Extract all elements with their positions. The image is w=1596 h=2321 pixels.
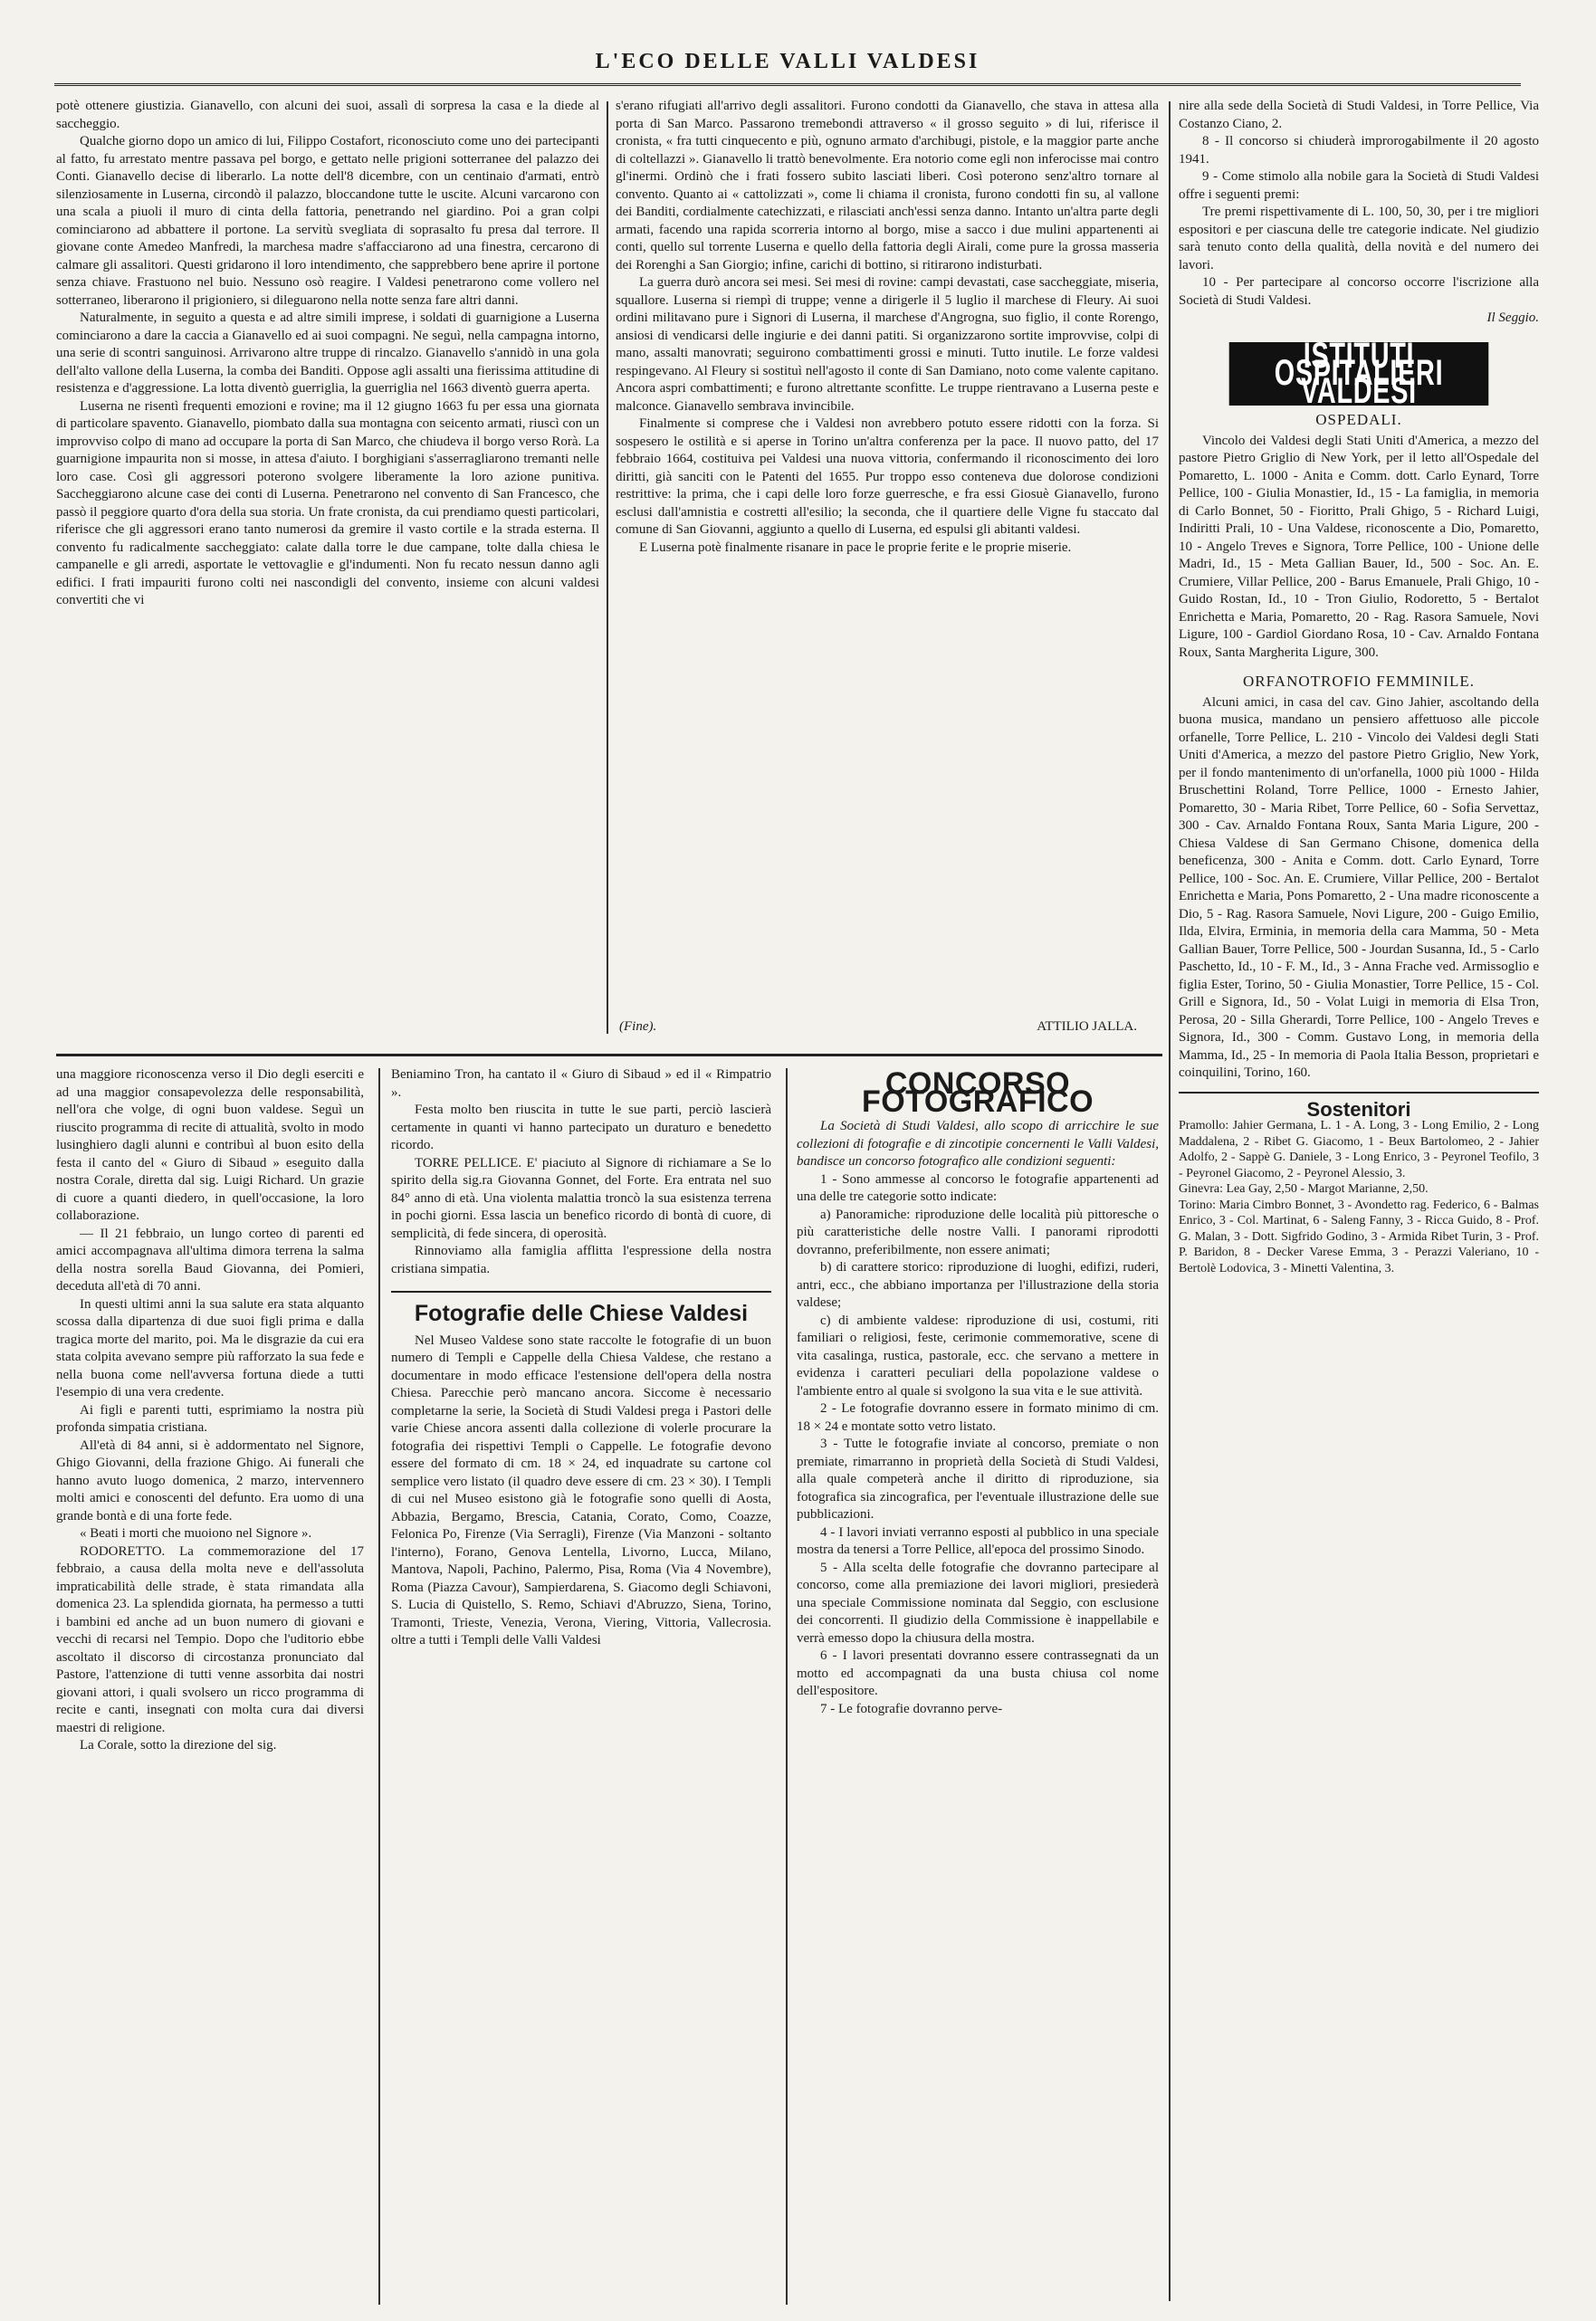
concorso-paragraph: 10 - Per partecipare al concorso occorre l'iscrizione alla Società di Studi Valdesi. [1179, 275, 1539, 308]
article-paragraph: Finalmente si comprese che i Valdesi non avrebbero potuto essere ridotti con la forza. Si sospesero le ostilità e si aperse in Torino un'altra conferenza per la pace. Il nuovo patto, del 17 febbraio 1664, costituiva pei Valdesi una nuova vittoria, confermando il riconoscimento dei loro diritti, già sanciti con le Patenti del 1655. Pur troppo esso conteneva due dolorose condizioni restrittive: la prima, che i capi delle loro forze guerresche, e fra essi Giosuè Gianavello, furono esclusi dall'amnistia e costretti all'esilio; la seconda, che il quartiere delle Vigne fu staccato dal comune di San Giovanni, aggiunto a quello di Luserna, ed espulsi gli abitanti valdesi. [616, 416, 1159, 537]
sostenitori-heading: Sostenitori [1179, 1092, 1539, 1119]
concorso-rule: 4 - I lavori inviati verranno esposti al pubblico in una speciale mostra da tenersi a Torre Pellice, all'epoca del prossimo Sinodo. [797, 1524, 1159, 1557]
newspaper-title: L'ECO DELLE VALLI VALDESI [595, 50, 980, 73]
chronicle-paragraph: TORRE PELLICE. E' piaciuto al Signore di richiamare a Se lo spirito della sig.ra Giovanna Gonnet, del Forte. Era entrata nel suo 84° anno di età. Una violenta malattia troncò la sua esistenza terrena in pochi giorni. Essa lascia un benefico ricordo di bontà di cuore, di semplicità, di fede sincera, di operosità. [391, 1155, 771, 1241]
istituti-banner: ISTITUTI OSPITALIERI VALDESI [1229, 342, 1489, 406]
chiese-text [391, 1332, 771, 1650]
column-divider [607, 101, 608, 1034]
concorso-rule: 2 - Le fotografie dovranno essere in formato minimo di cm. 18 × 24 e montate sotto vetro listato. [797, 1401, 1159, 1434]
article-signature [619, 1019, 1137, 1035]
seggio-signature: Il Seggio. [1486, 310, 1539, 325]
chronicle-paragraph: Beniamino Tron, ha cantato il « Giuro di Sibaud » ed il « Rimpatrio ». [391, 1067, 771, 1100]
concorso-paragraph: 9 - Come stimolo alla nobile gara la Società di Studi Valdesi offre i seguenti premi: [1179, 169, 1539, 202]
orfanotrofio-text: Alcuni amici, in casa del cav. Gino Jahier, ascoltando della buona musica, mandano un pensiero affettuoso alle piccole orfanelle, Torre Pellice, L. 210 - Vincolo dei Valdesi degli Stati Uniti d'America, a mezzo del pastore Pietro Griglio, New York, per il fondo mantenimento di un'orfanella, 1000 più 1000 - Hilda Bruschettini Roland, Torre Pellice, 1000 - Ernesto Jahier, Pomaretto, 30 - Maria Ribet, Torre Pellice, 60 - Sofia Servettaz, 300 - Cav. Arnaldo Fontana Roux, Santa Maria Ligure, 200 - Chiesa Valdese di San Germano Chisone, domenica della beneficenza, 300 - Anita e Comm. dott. Carlo Eynard, Torre Pellice, 100 - Soc. An. E. Crumiere, Villar Pellice, 200 - Bertalot Enrichetta e Maria, Pons Pomaretto, 2 - Una madre riconoscente a Dio, 5 - Rag. Rasora Samuele, Novi Ligure, 200 - Guigo Emilio, Ilda, Elvira, Erminia, in memoria della cara Mamma, 50 - Meta Gallian Bauer, Torre Pellice, 500 - Jourdan Susanna, Id., 5 - Carlo Paschetto, Id., 10 - F. M., Id., 3 - Anna Frache ved. Armissoglio e figlia Ester, Torino, 50 - Giulia Monastier, Torre Pellice, 15 - Col. Grill e Signora, Id., 50 - Volat Luigi in memoria di Elsa Tron, Perosa, 20 - Silla Gherardi, Torre Pellice, 100 - Angelo Treves e Signora, Id., 300 - Comm. Gustavo Long, in memoria della Mamma, Id., 25 - In memoria di Paola Italia Besson, proprietari e coinquilini, Torino, 160. [1179, 694, 1539, 1080]
concorso-rule: a) Panoramiche: riproduzione delle località più pittoresche o più caratteristiche delle nostre Valli. I panorami riprodotti dovranno, preferibilmente, non essere animati; [797, 1207, 1159, 1257]
concorso-rule: 7 - Le fotografie dovranno perve- [820, 1701, 1003, 1716]
concorso-column [797, 1066, 1159, 2307]
chronicle-paragraph: All'età di 84 anni, si è addormentato nel Signore, Ghigo Giovanni, della frazione Ghigo. Ai funerali che hanno avuto luogo domenica, 2 marzo, intervennero molti amici e conoscenti del defunto. Era uomo di una grande bontà e di una forte fede. [56, 1437, 364, 1523]
concorso-rule: 3 - Tutte le fotografie inviate al concorso, premiate o non premiate, rimarranno in proprietà della Società di Studi Valdesi, alla quale competerà anche il diritto di riproduzione, sia fotografica sia zincografica, per l'eventuale illustrazione delle sue pubblicazioni. [797, 1437, 1159, 1522]
concorso-paragraph: Tre premi rispettivamente di L. 100, 50, 30, per i tre migliori espositori e per ciascuna delle tre categorie indicate. Nel giudizio sarà tenuto conto della qualità, della novità e del numero dei lavori. [1179, 205, 1539, 272]
concorso-intro: La Società di Studi Valdesi, allo scopo di arricchire le sue collezioni di fotografie e di zincotipie concernenti le Valli Valdesi, bandisce un concorso fotografico alle condizioni seguenti: [797, 1119, 1159, 1169]
chronicle-paragraph: La Corale, sotto la direzione del sig. [80, 1738, 277, 1753]
article-paragraph: s'erano rifugiati all'arrivo degli assalitori. Furono condotti da Gianavello, che stava in attesa alla porta di San Marco. Passarono tremebondi attraverso « il grosso seguito » di lui, riferisce il cronista, « fra tutti cinquecento e più, ognuno armato d'archibugi, pistole, e la maggior parte anche di coltellazzi ». Gianavello li trattò benevolmente. Era notorio come egli non inferocisse mai contro gl'inermi. Ordinò che i frati fossero subito lasciati liberi. Così poterono senz'altro tornare al convento. Quanto ai « cattolizzati », come li chiama il cronista, furono condotti fin su, al vallone dei Banditi, cordialmente catechizzati, e rilasciati anch'essi senza danno. Intanto un'altra parte degli armati, facendo una rapida scorreria intorno al borgo, mise a sacco i due mulini appartenenti ai conti, quello sul torrente Luserna e quello della fattoria degli Airali, come pure la grossa masseria dei Rorenghi a San Giorgio; infine, carichi di bottino, si ritirarono indisturbati. [616, 99, 1159, 272]
article-paragraph: Naturalmente, in seguito a questa e ad altre simili imprese, i soldati di guarnigione a Luserna cominciarono a dare la caccia a Gianavello ed ai suoi compagni. Ne seguì, nella campagna intorno, una serie di scontri sanguinosi. Arrivarono altre truppe di rincalzo. Gianavello s'annidò in una gola dell'alto vallone della Luserna, la comba dei Banditi. Oppose agli assalti una fierissima attitudine di resistenza e d'aggressione. La lotta diventò guerriglia, la guerriglia nel 1663 diventò guerra aperta. [56, 310, 599, 396]
concorso-rule: 1 - Sono ammesse al concorso le fotografie appartenenti ad una delle tre categorie sotto indicate: [797, 1171, 1159, 1204]
right-column [1179, 98, 1539, 2307]
concorso-rule: 6 - I lavori presentati dovranno essere contrassegnati da un motto ed accompagnati da una busta chiusa col nome dell'espositore. [797, 1648, 1159, 1698]
chronicle-paragraph: una maggiore riconoscenza verso il Dio degli eserciti e ad una maggior consapevolezza delle responsabilità, nell'ora che volge, di ogni buon valdese. Seguì un riuscito programma di recite di attualità, svolto in modo lusinghiero dagli alunni e contribuì al buon esito della festa il canto del « Giuro di Sibaud » eseguito dalla nostra Corale, diretta dal sig. Luigi Richard. Un grazie di cuore a quanti diedero, in quell'occasione, la loro collaborazione. [56, 1067, 364, 1223]
chronicle-paragraph: « Beati i morti che muoiono nel Signore ». [80, 1526, 312, 1541]
chronicle-text [391, 1066, 771, 1278]
sostenitori-list [1179, 1118, 1539, 1276]
sostenitori-entry: Pramollo: Jahier Germana, L. 1 - A. Long, 3 - Long Emilio, 2 - Long Maddalena, 2 - Ribet G. Giacomo, 1 - Beux Bartolomeo, 2 - Jahier Adolfo, 2 - Sappè G. Daniele, 3 - Long Enrico, 3 - Peyronel Teofilo, 3 - Peyronel Giacomo, 2 - Peyronel Alessio, 3. [1179, 1119, 1539, 1180]
concorso-paragraph: nire alla sede della Società di Studi Valdesi, in Torre Pellice, Via Costanzo Ciano, 2. [1179, 99, 1539, 131]
chronicle-column-2 [391, 1066, 771, 2307]
article-paragraph: Luserna ne risentì frequenti emozioni e rovine; ma il 12 giugno 1663 fu per essa una giornata di particolare spavento. Gianavello, piombato dalla sua montagna con seicento armati, riuscì con un improvviso colpo di mano ad occupare la porta di San Marco, che chiudeva il borgo verso Rorà. La guarnigione impaurita non si mosse, in attesa d'aiuto. I borghigiani s'asserragliarono tremanti nelle loro case. Così gli aggressori poterono svolgere liberamente la loro azione punitiva. Saccheggiarono alcune case dei conti di Luserna. Penetrarono nel convento di San Francesco, che passò il peggiore quarto d'ora della sua storia. Un frate cronista, da cui prendiamo questi particolari, riferisce che gli aggressori erano tanto numerosi da gremire il vasto cortile e la strada esterna. Il convento fu radicalmente saccheggiato: calate dalla torre le due campane, tolte dalla chiesa le campanelle e gli arredi, asportate le vettovaglie e gl'indumenti. Non fu recato nessun danno agli edifici. I frati impauriti furono colti nei nascondigli del convento, insieme con alcuni valdesi convertiti che vi [56, 398, 599, 607]
chronicle-paragraph: RODORETTO. La commemorazione del 17 febbraio, a causa della molta neve e dell'assoluta impraticabilità delle strade, è stata rimandata alla domenica 23. La splendida giornata, ha permesso a tutti i bambini ed anche ad un buon numero di giovani e vecchi di recarsi nel Tempio. Dopo che l'uditorio ebbe ascoltato il discorso di circostanza pronunciato dal Pastore, l'attenzione di tutti venne assorbita dai nostri giovani attori, i quali svolsero un ricco programma di recite e canti, insegnati con molta cura dai diversi maestri di religione. [56, 1543, 364, 1735]
chronicle-paragraph: Rinnoviamo alla famiglia afflitta l'espressione della nostra cristiana simpatia. [391, 1244, 771, 1276]
concorso-title: CONCORSO FOTOGRAFICO [861, 1066, 1094, 1119]
column-divider [786, 1068, 788, 2305]
chronicle-paragraph: — Il 21 febbraio, un lungo corteo di parenti ed amici accompagnava all'ultima dimora terrena la salma della nostra sorella Baud Giovanna, dei Pomieri, deceduta all'età di 70 anni. [56, 1226, 364, 1294]
column-divider [378, 1068, 380, 2305]
concorso-rules [797, 1171, 1159, 1719]
column-divider [1169, 101, 1171, 2301]
article-paragraph: Qualche giorno dopo un amico di lui, Filippo Costafort, riconosciuto come uno dei partecipanti al fatto, fu arrestato mentre passava pel borgo, e gettato nelle prigioni sotterranee del palazzo dei Conti. Gianavello decise di liberarlo. La notte dell'8 dicembre, con un centinaio d'armati, entrò silenziosamente in Luserna, circondò il palazzo, bloccandone tutte le uscite. Alcuni varcarono con una scala a piuoli il muro di cinta della fattoria, penetrando nel giardino. Poi a gran colpi cominciarono ad abbattere il portone. La servitù svegliata di soprasalto fu presa dal terrore. Il giovane conte Amedeo Manfredi, la marchesa madre s'affacciarono ad una finestra, cercarono di calmare gli assalitori. Questi gridarono il loro intendimento, che sapprebbero bene aprire il portone senza chiave. Frastuono nel buio. Nessuno osò reagire. I Valdesi penetrarono come vollero nel sotterraneo, liberarono il prigioniero, si dileguarono nella notte senza fare altri danni. [56, 134, 599, 308]
chiese-paragraph: Nel Museo Valdese sono state raccolte le fotografie di un buon numero di Templi e Cappelle della Chiesa Valdese, che restano a documentare in modo efficace l'estensione dell'opera della nostra Chiesa. Parecchie però mancano ancora. Siccome è necessario completarne la serie, la Società di Studi Valdesi prega i Pastori delle varie Chiese ancora assenti dalla collezione di volerle procurare la fotografia dei rispettivi Templi o Cappelle. Le fotografie devono essere del formato di cm. 18 × 24, ed inquadrate su cartone col semplice vero listato (il quadro deve essere di cm. 23 × 30). I Templi di cui nel Museo esistono già le fotografie sono quelli di Aosta, Abbazia, Bergamo, Brescia, Catania, Corato, Como, Coazze, Felonica Po, Firenze (Via Serragli), Firenze (Via Manzoni - soltanto l'interno), Forano, Genova Lentella, Livorno, Lucca, Milano, Mantova, Napoli, Pachino, Palermo, Pisa, Roma (Via 4 Novembre), Roma (Piazza Cavour), Sampierdarena, S. Giacomo degli Schiavoni, S. Lucia di Quistello, S. Remo, Schiavi d'Abruzzo, Siena, Torino, Tramonti, Trieste, Venezia, Verona, Viering, Vittoria, Vallecrosia. oltre a tutti i Templi delle Valli Valdesi [391, 1332, 771, 1648]
concorso-rule: c) di ambiente valdese: riproduzione di usi, costumi, riti familiari o religiosi, feste, cerimonie commemorative, scene di vita casalinga, rustica, pastorale, ecc. che servano a mettere in evidenza i caratteri peculiari della popolazione valdese o l'ambiente entro al quale si svolgono la sua vita e le sue attività. [797, 1313, 1159, 1399]
orfanotrofio-heading: ORFANOTROFIO FEMMINILE. [1243, 673, 1475, 690]
concorso-rule: b) di carattere storico: riproduzione di luoghi, edifizi, ruderi, antri, ecc., che abbiano importanza per l'illustrazione della storia valdese; [797, 1260, 1159, 1310]
section-divider [56, 1054, 1162, 1056]
chronicle-paragraph: Ai figli e parenti tutti, esprimiamo la nostra più profonda simpatia cristiana. [56, 1402, 364, 1435]
chronicle-paragraph: Festa molto ben riuscita in tutte le sue parti, perciò lascierà certamente in quanti vi hanno partecipato un duraturo e benedetto ricordo. [391, 1103, 771, 1152]
article-author: ATTILIO JALLA. [1037, 1019, 1137, 1034]
masthead [54, 43, 1521, 86]
ospedali-heading: OSPEDALI. [1315, 411, 1402, 428]
chiese-box-rule [391, 1291, 771, 1293]
concorso-rule: 5 - Alla scelta delle fotografie che dovranno partecipare al concorso, come alla premiazione dei lavori migliori, presiederà una speciale Commissione nominata dal Seggio, con esclusione dei concorrenti. Il giudizio della Commissione è inappellabile e verrà emesso dopo la chiusura della mostra. [797, 1560, 1159, 1646]
article-column-2 [616, 98, 1159, 1003]
article-paragraph: potè ottenere giustizia. Gianavello, con alcuni dei suoi, assalì di sorpresa la casa e la diede al saccheggio. [56, 99, 599, 131]
concorso-paragraph: 8 - Il concorso si chiuderà improrogabilmente il 20 agosto 1941. [1179, 134, 1539, 167]
concorso-continuation [1179, 98, 1539, 310]
article-paragraph: E Luserna potè finalmente risanare in pace le proprie ferite e le proprie miserie. [639, 540, 1072, 555]
sostenitori-entry: Ginevra: Lea Gay, 2,50 - Margot Marianne, 2,50. [1179, 1182, 1429, 1196]
chiese-title: Fotografie delle Chiese Valdesi [414, 1301, 749, 1326]
chronicle-paragraph: In questi ultimi anni la sua salute era stata alquanto scossa dalla dipartenza di due suoi figli prima e dalla tragica morte del marito, poi. Ma le disgrazie da cui era stata colpita avevano sempre più rafforzato la sua fede e nella buona come nell'avversa fortuna diede a tutti l'esempio di una vera credente. [56, 1296, 364, 1399]
article-column-1 [56, 98, 599, 1032]
ospedali-text: Vincolo dei Valdesi degli Stati Uniti d'America, a mezzo del pastore Pietro Griglio di New York, per il letto all'Ospedale del Pomaretto, L. 1000 - Anita e Comm. dott. Carlo Eynard, Torre Pellice, 100 - Giulia Monastier, Id., 15 - La famiglia, in memoria di Carlo Bonnet, 50 - Fioritto, Prali Ghigo, 5 - Richard Luigi, Indiritti Prali, 10 - Una Valdese, riconoscente a Dio, Pomaretto, 10 - Angelo Treves e Signora, Torre Pellice, 100 - Unione delle Madri, Id., 15 - Meta Gallian Bauer, Id., 500 - Soc. An. E. Crumiere, Villar Pellice, 200 - Barus Emanuele, Prali Ghigo, 10 - Guido Rostan, Id., 10 - Tron Giulio, Rodoretto, 5 - Bertalot Enrichetta e Maria, Pomaretto, 20 - Rag. Rasora Samuele, Novi Ligure, 100 - Gardiol Giordano Rosa, 10 - Cav. Arnaldo Fontana Roux, Santa Margherita Ligure, 300. [1179, 433, 1539, 660]
chronicle-column-1 [56, 1066, 364, 2307]
article-end-mark: (Fine). [619, 1019, 657, 1034]
article-paragraph: La guerra durò ancora sei mesi. Sei mesi di rovine: campi devastati, case saccheggiate, miseria, squallore. Luserna si riempì di truppe; venne a dirigerle il 5 luglio il marchese di Fleury. Ai suoi ordini militavano pure i Signori di Luserna, il marchese d'Angrogna, suo figlio, il conte Rorengo, ansiosi di vendicarsi delle ingiurie e dei danni patiti. Si organizzarono sortite improvvise, colpi di mano, assalti manovrati; seguirono combattimenti grossi e minuti. Tutto inutile. Le forze valdesi respingevano. Al Fleury si sostituì nell'agosto il conte di San Damiano, noto come valente capitano. Ancora aspri combattimenti; e furono altrettante sconfitte. Le truppe rientravano a Luserna peste e malconce. Gianavello sembrava invincibile. [616, 275, 1159, 414]
sostenitori-entry: Torino: Maria Cimbro Bonnet, 3 - Avondetto rag. Federico, 6 - Balmas Enrico, 3 - Col. Martinat, 6 - Saleng Fanny, 3 - Ricca Guido, 8 - Prof. G. Malan, 3 - Dott. Sigfrido Godino, 3 - Armida Ribet Turin, 3 - Prof. P. Baridon, 8 - Decker Varese Emma, 3 - Perazzi Valeriano, 10 - Bertolè Lodovica, 3 - Minetti Valentina, 3. [1179, 1198, 1539, 1275]
